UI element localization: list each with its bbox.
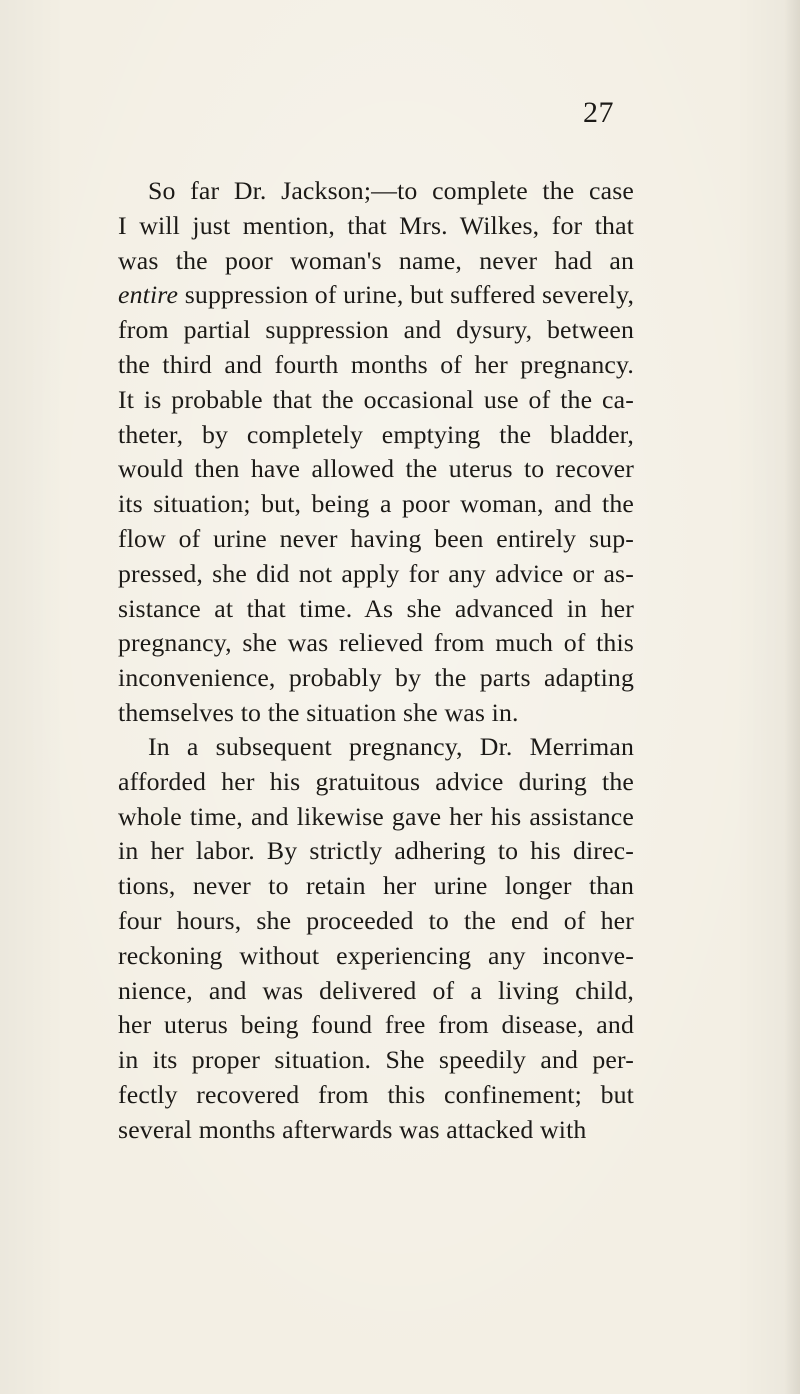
text-line: nience, and was delivered of a living child, bbox=[118, 975, 634, 1005]
text-line: four hours, she proceeded to the end of her bbox=[118, 905, 634, 935]
text-line: theter, by completely emptying the bladder, bbox=[118, 419, 634, 449]
page-number: 27 bbox=[583, 96, 614, 129]
text-line: flow of urine never having been entirely sup- bbox=[118, 523, 634, 553]
paragraph-2 bbox=[118, 730, 634, 1148]
text-line: from partial suppression and dysury, between bbox=[118, 315, 634, 345]
text-line: in its proper situation. She speedily and per- bbox=[118, 1045, 634, 1075]
page-edge-shadow bbox=[784, 0, 800, 1394]
text-line: her uterus being found free from disease, and bbox=[118, 1010, 634, 1040]
text-line: It is probable that the occasional use of the ca- bbox=[118, 384, 634, 414]
text-span: suppression of urine, but suffered severely, bbox=[178, 280, 635, 310]
text-line: the third and fourth months of her pregnancy. bbox=[118, 349, 634, 379]
text-line: I will just mention, that Mrs. Wilkes, for that bbox=[118, 210, 634, 240]
text-line: In a subsequent pregnancy, Dr. Merriman bbox=[148, 732, 634, 761]
text-line: was the poor woman's name, never had an bbox=[118, 245, 634, 275]
text-line: several months afterwards was attacked with bbox=[118, 1114, 587, 1144]
text-line: whole time, and likewise gave her his assistance bbox=[118, 801, 634, 831]
text-line: fectly recovered from this confinement; but bbox=[118, 1079, 634, 1109]
text-line: pressed, she did not apply for any advice or as- bbox=[118, 558, 634, 588]
text-line: So far Dr. Jackson;—to complete the case bbox=[148, 176, 634, 205]
text-line: afforded her his gratuitous advice during the bbox=[118, 766, 634, 796]
text-line: in her labor. By strictly adhering to his direc- bbox=[118, 836, 634, 866]
text-line: reckoning without experiencing any inconve- bbox=[118, 940, 634, 970]
text-line: inconvenience, probably by the parts adapting bbox=[118, 663, 634, 693]
italic-word: entire bbox=[118, 280, 179, 310]
text-line: tions, never to retain her urine longer than bbox=[118, 871, 634, 901]
text-line: pregnancy, she was relieved from much of this bbox=[118, 628, 634, 658]
paragraph-1 bbox=[118, 174, 634, 731]
text-line: sistance at that time. As she advanced in her bbox=[118, 593, 634, 623]
text-line: its situation; but, being a poor woman, and the bbox=[118, 489, 634, 519]
text-line: would then have allowed the uterus to recover bbox=[118, 454, 634, 484]
text-line: themselves to the situation she was in. bbox=[118, 697, 519, 727]
text-line bbox=[118, 278, 634, 313]
